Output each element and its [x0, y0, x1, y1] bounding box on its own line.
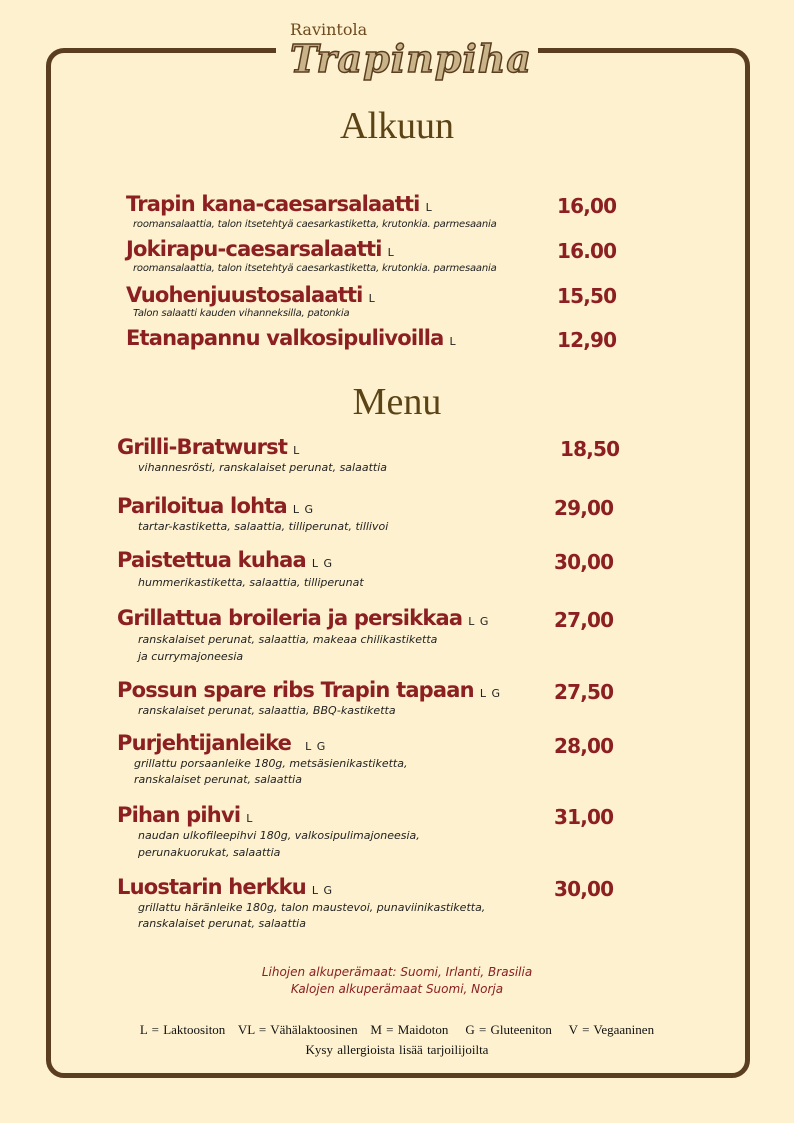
- diet-label: L: [246, 812, 254, 825]
- diet-legend: L = Laktoositon VL = Vähälaktoosinen M = Maidoton G = Gluteeniton V = Vegaaninen: [139, 1022, 655, 1037]
- section-title-menu: Menu: [352, 381, 442, 423]
- diet-label: L: [425, 201, 433, 214]
- menu-item-price: 18,50: [560, 437, 620, 461]
- menu-item-description: ja currymajoneesia: [138, 650, 244, 663]
- menu-item-price: 15,50: [557, 284, 617, 308]
- allergy-note: Kysy allergioista lisää tarjoilijoilta: [305, 1042, 489, 1057]
- menu-item-name: Grillattua broileria ja persikkaa L G: [117, 606, 490, 630]
- menu-item-name: Pihan pihvi L: [117, 803, 254, 827]
- diet-label: L G: [468, 615, 490, 628]
- menu-item-name: Etanapannu valkosipulivoilla L: [126, 326, 457, 350]
- menu-item-price: 30,00: [554, 550, 614, 574]
- menu-item-description: vihannesrösti, ranskalaiset perunat, salaattia: [138, 461, 387, 474]
- menu-item-name: Paistettua kuhaa L G: [117, 548, 334, 572]
- fish-origin-note: Kalojen alkuperämaat Suomi, Norja: [290, 982, 504, 996]
- diet-label: L: [449, 335, 457, 348]
- diet-label: L: [293, 444, 301, 457]
- menu-item-description: ranskalaiset perunat, salaattia: [138, 917, 306, 930]
- menu-item-name: Jokirapu-caesarsalaatti L: [126, 237, 395, 261]
- menu-item-description: ranskalaiset perunat, salaattia, makeaa chilikastiketta: [138, 633, 438, 646]
- menu-item-description: perunakuorukat, salaattia: [138, 846, 281, 859]
- menu-item-description: naudan ulkofileepihvi 180g, valkosipulimajoneesia,: [138, 829, 420, 842]
- menu-item-price: 16,00: [557, 194, 617, 218]
- diet-label: L G: [479, 687, 501, 700]
- brand-subtitle: Ravintola: [290, 20, 368, 39]
- diet-label: L: [387, 246, 395, 259]
- menu-item-description: roomansalaattia, talon itsetehtyä caesarkastiketta, krutonkia. parmesaania: [133, 263, 497, 274]
- menu-item-price: 31,00: [554, 805, 614, 829]
- menu-item-description: tartar-kastiketta, salaattia, tilliperunat, tillivoi: [138, 520, 389, 533]
- meat-origin-note: Lihojen alkuperämaat: Suomi, Irlanti, Brasilia: [261, 965, 533, 979]
- menu-item-price: 29,00: [554, 496, 614, 520]
- menu-item-name: Possun spare ribs Trapin tapaan L G: [117, 678, 501, 702]
- diet-label: L G: [292, 503, 314, 516]
- menu-item-description: grillattu häränleike 180g, talon maustevoi, punaviinikastiketta,: [138, 901, 486, 914]
- diet-label: L G: [305, 740, 327, 753]
- menu-item-description: roomansalaattia, talon itsetehtyä caesarkastiketta, krutonkia. parmesaania: [133, 219, 497, 230]
- menu-item-name: Pariloitua lohta L G: [117, 494, 314, 518]
- menu-item-name: Purjehtijanleike L G: [117, 731, 327, 755]
- menu-item-price: 30,00: [554, 877, 614, 901]
- section-title-starters: Alkuun: [340, 105, 454, 147]
- menu-item-price: 27,00: [554, 608, 614, 632]
- menu-item-name: Grilli-Bratwurst L: [117, 435, 301, 459]
- menu-item-price: 28,00: [554, 734, 614, 758]
- menu-item-description: ranskalaiset perunat, salaattia, BBQ-kastiketta: [138, 704, 396, 717]
- diet-label: L G: [311, 557, 334, 570]
- menu-item-price: 27,50: [554, 680, 614, 704]
- menu-item-name: Trapin kana-caesarsalaatti L: [126, 192, 433, 216]
- menu-item-price: 12,90: [557, 328, 617, 352]
- menu-item-description: Talon salaatti kauden vihanneksilla, patonkia: [133, 308, 350, 319]
- brand-logo: Trapinpiha: [290, 36, 533, 81]
- menu-item-price: 16.00: [557, 239, 617, 263]
- menu-item-description: ranskalaiset perunat, salaattia: [134, 773, 302, 786]
- menu-item-name: Vuohenjuustosalaatti L: [126, 283, 376, 307]
- diet-label: L: [368, 292, 376, 305]
- diet-label: L G: [311, 884, 334, 897]
- menu-item-description: grillattu porsaanleike 180g, metsäsienikastiketta,: [134, 757, 408, 770]
- menu-item-description: hummerikastiketta, salaattia, tilliperunat: [138, 576, 364, 589]
- menu-item-name: Luostarin herkku L G: [117, 875, 334, 899]
